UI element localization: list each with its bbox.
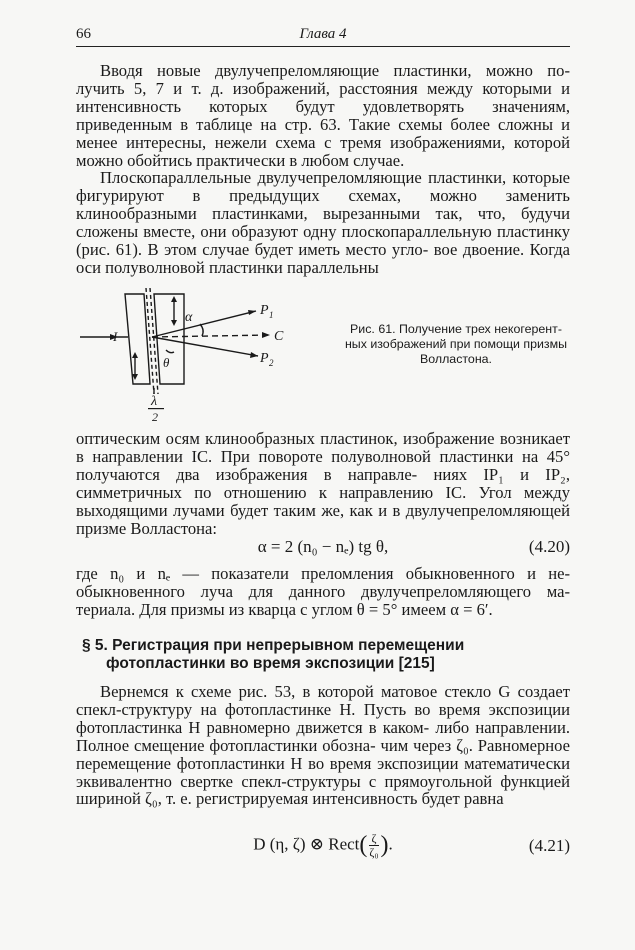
arrowhead-up-b (132, 352, 138, 358)
arrowhead-up-a (171, 296, 177, 302)
right-wedge-plate (154, 294, 184, 384)
alpha-arc (200, 324, 203, 336)
left-wedge-plate (125, 294, 150, 384)
paragraph-2: Плоскопараллельные двулучепреломляющие пластинки, которые фигурируют в предыдущих схемах, можно заменить клинообразными пластинками, вырезанными так, что, будучи сложены вместе, они образуют одну плоскопараллельную пластинку (рис. 61). В этом случае будет иметь место угло- вое двоение. Когда оси полуволновой пластинки параллельны (76, 168, 571, 277)
equation-number: (4.20) (528, 537, 570, 556)
theta-arc (166, 350, 174, 353)
label-theta: θ (163, 355, 170, 370)
label-p1: P (260, 303, 269, 318)
label-p2-sub: 2 (269, 358, 274, 368)
paragraph-4: где n₀ и nₑ — показатели преломления обыкновенного и не- обыкновенного луча для данного двулучепреломляющего ма- териала. Для призмы из кварца с углом θ = 5° имеем α = 6′. (76, 564, 570, 619)
running-head: Глава 4 (299, 26, 347, 42)
equation-number: (4.21) (528, 836, 570, 855)
figure-caption: Рис. 61. Получение трех некогерент- ных изображений при помощи призмы Волластона. (344, 322, 568, 366)
paragraph-1: Вводя новые двулучепреломляющие пластинки, можно по- лучить 5, 7 и т. д. изображений, расстояния между которыми и интенсивность которых будут удовлетворять значениям, приведенным в таблице на стр. 63. Такие схемы более сложны и менее интересны, нежели схема с тремя изображениями, которой можно обойтись практически в любом случае. (76, 61, 570, 170)
p2-arrowhead (250, 352, 258, 358)
arrowhead-down-a (171, 320, 177, 326)
label-p1-sub: 1 (269, 310, 274, 320)
page-header (76, 24, 570, 47)
equation-4-20 (76, 537, 570, 559)
text-block-bottom (76, 683, 570, 808)
label-lambda: λ (151, 394, 158, 409)
label-alpha: α (185, 310, 193, 325)
c-arrowhead (262, 332, 270, 338)
paragraph-3: оптическим осям клинообразных пластинок, изображение возникает в направлении IC. При повороте полуволновой пластинки на 45° получаются два изображения в направле- ниях IP₁ и IP₂, симметричных по отношению к направлению IC. Угол между выходящими лучами будет таким же, как и в двулучепреломляющей призме Волластона: (76, 429, 570, 538)
ray-p1 (152, 311, 256, 337)
label-c: C (274, 329, 284, 344)
text-block-top (76, 62, 570, 277)
page-number: 66 (76, 26, 91, 42)
label-i: I (113, 329, 118, 344)
text-block-middle (76, 430, 570, 537)
ray-c (152, 335, 270, 337)
label-two: 2 (152, 410, 158, 424)
figure-61-diagram (70, 284, 340, 424)
equation-body: D (η, ζ) ⊗ Rect( $\frac{\zeta}{\text{ζ₀}}$ ). (253, 831, 393, 859)
paragraph-5: Вернемся к схеме рис. 53, в которой матовое стекло G создает спекл-структуру на фотопластинке H. Пусть во время экспозиции фотопластинка H равномерно движется в каком- либо направлении. Полное смещение фотопластинки обозна- чим через ζ₀. Равномерное перемещение фотопластинки H во время экспозиции математически эквивалентно свертке спекл-структуры с прямоугольной функцией шириной ζ₀, т. е. регистрируемая интенсивность будет равна (76, 682, 571, 809)
equation-4-21 (76, 832, 570, 872)
text-block-after-equation (76, 565, 570, 619)
section-heading: § 5. Регистрация при непрерывном перемещении фотопластинки во время экспозиции [215] (82, 637, 465, 672)
ray-p2 (152, 337, 258, 356)
label-p2: P (260, 351, 269, 366)
equation-body: α = 2 (n₀ − nₑ) tg θ, (257, 537, 389, 556)
